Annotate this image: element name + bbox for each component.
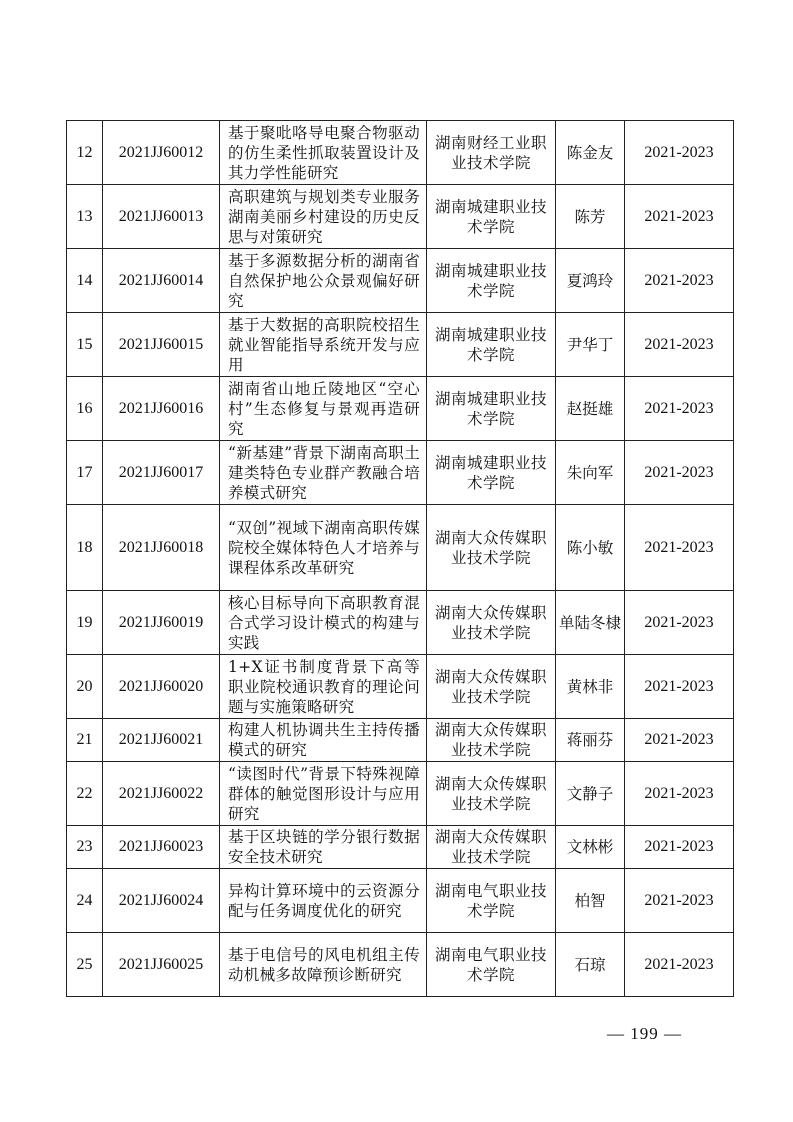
table-row [67, 655, 734, 719]
leader-cell: 夏鸿玲 [556, 249, 625, 313]
table-row [67, 441, 734, 505]
leader-cell: 朱向军 [556, 441, 625, 505]
table-row [67, 762, 734, 826]
project-title-cell: 基于区块链的学分银行数据安全技术研究 [220, 826, 427, 869]
project-code-cell: 2021JJ60014 [103, 249, 220, 313]
row-number-cell: 23 [67, 826, 103, 869]
project-title-cell: 高职建筑与规划类专业服务湖南美丽乡村建设的历史反思与对策研究 [220, 185, 427, 249]
row-number-cell: 15 [67, 313, 103, 377]
period-cell: 2021-2023 [625, 249, 734, 313]
project-code-cell: 2021JJ60021 [103, 719, 220, 762]
table-body [67, 121, 734, 997]
institution-cell: 湖南大众传媒职业技术学院 [427, 591, 556, 655]
period-cell: 2021-2023 [625, 655, 734, 719]
project-title-cell: 异构计算环境中的云资源分配与任务调度优化的研究 [220, 869, 427, 933]
institution-cell: 湖南城建职业技术学院 [427, 441, 556, 505]
period-cell: 2021-2023 [625, 185, 734, 249]
project-code-cell: 2021JJ60025 [103, 933, 220, 997]
leader-cell: 文林彬 [556, 826, 625, 869]
row-number-cell: 17 [67, 441, 103, 505]
project-title-cell: 基于大数据的高职院校招生就业智能指导系统开发与应用 [220, 313, 427, 377]
row-number-cell: 16 [67, 377, 103, 441]
period-cell: 2021-2023 [625, 762, 734, 826]
table-row [67, 826, 734, 869]
period-cell: 2021-2023 [625, 377, 734, 441]
project-code-cell: 2021JJ60015 [103, 313, 220, 377]
project-title-cell: 基于多源数据分析的湖南省自然保护地公众景观偏好研究 [220, 249, 427, 313]
table-row [67, 313, 734, 377]
period-cell: 2021-2023 [625, 313, 734, 377]
leader-cell: 尹华丁 [556, 313, 625, 377]
project-code-cell: 2021JJ60018 [103, 505, 220, 591]
project-title-cell: “双创”视域下湖南高职传媒院校全媒体特色人才培养与课程体系改革研究 [220, 505, 427, 591]
project-code-cell: 2021JJ60019 [103, 591, 220, 655]
table-row [67, 719, 734, 762]
project-code-cell: 2021JJ60012 [103, 121, 220, 185]
table-row [67, 505, 734, 591]
project-code-cell: 2021JJ60016 [103, 377, 220, 441]
institution-cell: 湖南城建职业技术学院 [427, 249, 556, 313]
row-number-cell: 14 [67, 249, 103, 313]
leader-cell: 陈小敏 [556, 505, 625, 591]
leader-cell: 陈芳 [556, 185, 625, 249]
project-code-cell: 2021JJ60024 [103, 869, 220, 933]
institution-cell: 湖南大众传媒职业技术学院 [427, 762, 556, 826]
row-number-cell: 22 [67, 762, 103, 826]
leader-cell: 柏智 [556, 869, 625, 933]
row-number-cell: 20 [67, 655, 103, 719]
leader-cell: 石琼 [556, 933, 625, 997]
institution-cell: 湖南财经工业职业技术学院 [427, 121, 556, 185]
leader-cell: 黄林非 [556, 655, 625, 719]
period-cell: 2021-2023 [625, 121, 734, 185]
period-cell: 2021-2023 [625, 441, 734, 505]
row-number-cell: 19 [67, 591, 103, 655]
project-code-cell: 2021JJ60013 [103, 185, 220, 249]
institution-cell: 湖南大众传媒职业技术学院 [427, 505, 556, 591]
page-number: — 199 — [607, 1024, 682, 1043]
table-row [67, 249, 734, 313]
institution-cell: 湖南电气职业技术学院 [427, 869, 556, 933]
project-title-cell: 1+X证书制度背景下高等职业院校通识教育的理论问题与实施策略研究 [220, 655, 427, 719]
leader-cell: 蒋丽芬 [556, 719, 625, 762]
leader-cell: 文静子 [556, 762, 625, 826]
row-number-cell: 21 [67, 719, 103, 762]
institution-cell: 湖南城建职业技术学院 [427, 377, 556, 441]
project-code-cell: 2021JJ60022 [103, 762, 220, 826]
row-number-cell: 12 [67, 121, 103, 185]
table-row [67, 869, 734, 933]
table-row [67, 185, 734, 249]
institution-cell: 湖南大众传媒职业技术学院 [427, 719, 556, 762]
project-table [66, 120, 734, 997]
period-cell: 2021-2023 [625, 719, 734, 762]
leader-cell: 赵挺雄 [556, 377, 625, 441]
table-row [67, 591, 734, 655]
institution-cell: 湖南大众传媒职业技术学院 [427, 655, 556, 719]
period-cell: 2021-2023 [625, 933, 734, 997]
project-code-cell: 2021JJ60023 [103, 826, 220, 869]
institution-cell: 湖南电气职业技术学院 [427, 933, 556, 997]
project-title-cell: 核心目标导向下高职教育混合式学习设计模式的构建与实践 [220, 591, 427, 655]
institution-cell: 湖南大众传媒职业技术学院 [427, 826, 556, 869]
project-code-cell: 2021JJ60020 [103, 655, 220, 719]
project-code-cell: 2021JJ60017 [103, 441, 220, 505]
leader-cell: 陈金友 [556, 121, 625, 185]
institution-cell: 湖南城建职业技术学院 [427, 313, 556, 377]
period-cell: 2021-2023 [625, 505, 734, 591]
project-title-cell: 构建人机协调共生主持传播模式的研究 [220, 719, 427, 762]
project-title-cell: “新基建”背景下湖南高职土建类特色专业群产教融合培养模式研究 [220, 441, 427, 505]
row-number-cell: 18 [67, 505, 103, 591]
row-number-cell: 13 [67, 185, 103, 249]
row-number-cell: 25 [67, 933, 103, 997]
period-cell: 2021-2023 [625, 869, 734, 933]
period-cell: 2021-2023 [625, 591, 734, 655]
leader-cell: 单陆冬棣 [556, 591, 625, 655]
table-row [67, 933, 734, 997]
period-cell: 2021-2023 [625, 826, 734, 869]
project-title-cell: 基于电信号的风电机组主传动机械多故障预诊断研究 [220, 933, 427, 997]
project-title-cell: “读图时代”背景下特殊视障群体的触觉图形设计与应用研究 [220, 762, 427, 826]
table-row [67, 121, 734, 185]
row-number-cell: 24 [67, 869, 103, 933]
institution-cell: 湖南城建职业技术学院 [427, 185, 556, 249]
table-row [67, 377, 734, 441]
project-title-cell: 基于聚吡咯导电聚合物驱动的仿生柔性抓取装置设计及其力学性能研究 [220, 121, 427, 185]
project-title-cell: 湖南省山地丘陵地区“空心村”生态修复与景观再造研究 [220, 377, 427, 441]
